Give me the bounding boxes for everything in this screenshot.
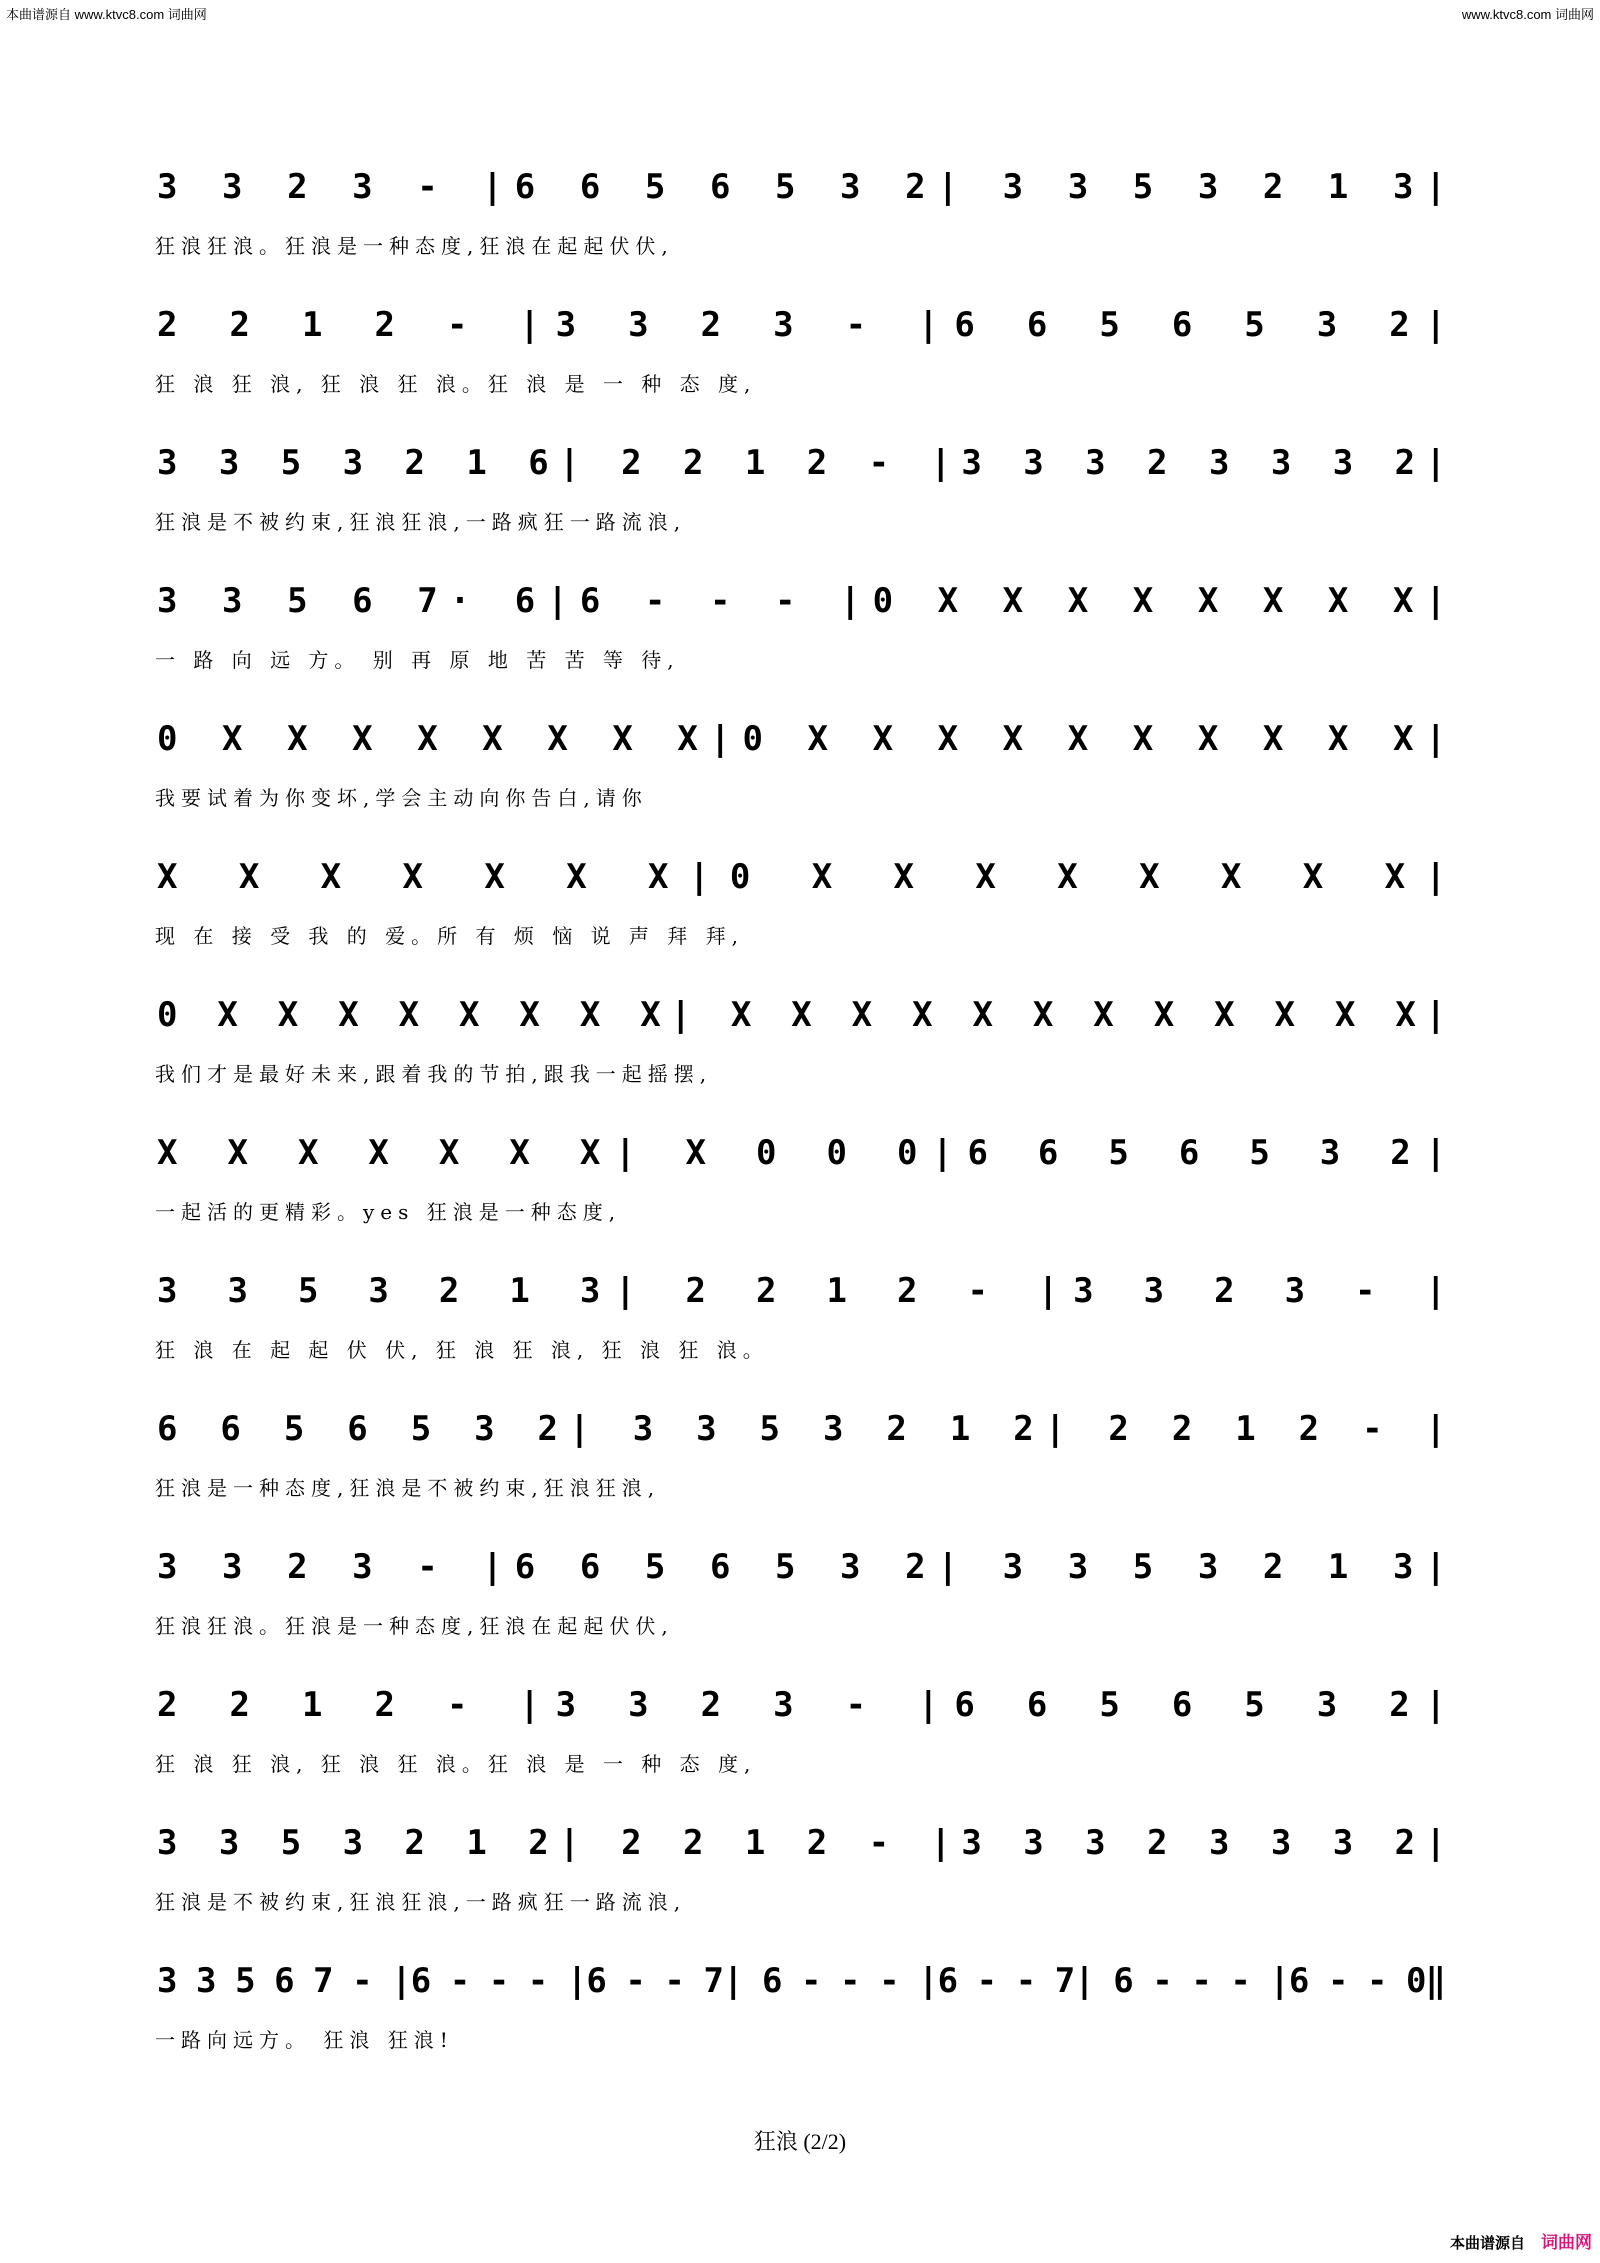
lyric-line: 我要试着为你变坏,学会主动向你告白,请你 (155, 786, 648, 810)
score-system (155, 1124, 1450, 1262)
score-system (155, 1676, 1450, 1814)
corner-brand-logo: 词曲网 (1541, 2233, 1592, 2252)
score-system (155, 1814, 1450, 1952)
source-header-left: 本曲谱源自 www.ktvc8.com 词曲网 (6, 7, 207, 22)
score-system (155, 1538, 1450, 1676)
notation-text: 3 3 5 6 7 - |6 - - - |6 - - 7| 6 - - - |6 - - 7| 6 - - - |6 - - 0‖ (157, 1961, 1446, 2001)
notation-line (155, 300, 1450, 350)
score-system (155, 848, 1450, 986)
score-system (155, 1262, 1450, 1400)
lyric-line: 现 在 接 受 我 的 爱。所 有 烦 恼 说 声 拜 拜, (155, 924, 745, 948)
score-system (155, 572, 1450, 710)
score-system (155, 986, 1450, 1124)
notation-line (155, 1542, 1450, 1592)
score-system (155, 1952, 1450, 2090)
lyric-line: 一 路 向 远 方。 别 再 原 地 苦 苦 等 待, (155, 648, 680, 672)
notation-line (155, 438, 1450, 488)
notation-line (155, 1818, 1450, 1868)
notation-line (155, 1680, 1450, 1730)
notation-line (155, 1128, 1450, 1178)
notation-text: 3 3 2 3 - |6 6 5 6 5 3 2| 3 3 5 3 2 1 3| (157, 1547, 1446, 1587)
score-system (155, 296, 1450, 434)
page-footer: 狂浪 (2/2) (753, 2129, 847, 2154)
notation-text: 6 6 5 6 5 3 2| 3 3 5 3 2 1 2| 2 2 1 2 - | (157, 1409, 1446, 1449)
notation-text: 2 2 1 2 - |3 3 2 3 - |6 6 5 6 5 3 2| (157, 1685, 1447, 1725)
score-system (155, 710, 1450, 848)
notation-line (155, 1404, 1450, 1454)
lyric-line: 狂浪是不被约束,狂浪狂浪,一路疯狂一路流浪, (155, 510, 687, 534)
score-system (155, 434, 1450, 572)
notation-line (155, 852, 1450, 902)
notation-line (155, 990, 1450, 1040)
lyric-line: 狂浪狂浪。狂浪是一种态度,狂浪在起起伏伏, (155, 1614, 674, 1638)
lyric-line: 狂浪是一种态度,狂浪是不被约束,狂浪狂浪, (155, 1476, 661, 1500)
notation-line (155, 162, 1450, 212)
lyric-line: 一路向远方。 狂浪 狂浪! (155, 2028, 454, 2052)
lyric-line: 狂浪是不被约束,狂浪狂浪,一路疯狂一路流浪, (155, 1890, 687, 1914)
lyric-line: 我们才是最好未来,跟着我的节拍,跟我一起摇摆, (155, 1062, 713, 1086)
score-sheet (155, 158, 1450, 2090)
source-header-right: www.ktvc8.com 词曲网 (1461, 7, 1594, 22)
lyric-line: 一起活的更精彩。yes 狂浪是一种态度, (155, 1200, 622, 1224)
score-system (155, 158, 1450, 296)
notation-line (155, 1266, 1450, 1316)
lyric-line: 狂 浪 在 起 起 伏 伏, 狂 浪 狂 浪, 狂 浪 狂 浪。 (155, 1338, 769, 1362)
notation-text: 3 3 5 3 2 1 3| 2 2 1 2 - |3 3 2 3 - | (157, 1271, 1446, 1311)
corner-source-text: 本曲谱源自 (1449, 2235, 1525, 2252)
notation-text: 0 X X X X X X X X|0 X X X X X X X X X X| (157, 719, 1446, 759)
notation-text: X X X X X X X| X 0 0 0|6 6 5 6 5 3 2| (157, 1133, 1446, 1173)
notation-text: 0 X X X X X X X X| X X X X X X X X X X X X| (157, 995, 1447, 1035)
notation-text: X X X X X X X|0 X X X X X X X X| (157, 857, 1446, 897)
notation-line (155, 576, 1450, 626)
lyric-line: 狂 浪 狂 浪, 狂 浪 狂 浪。狂 浪 是 一 种 态 度, (155, 1752, 757, 1776)
notation-text: 3 3 5 3 2 1 2| 2 2 1 2 - |3 3 3 2 3 3 3 2| (157, 1823, 1446, 1863)
notation-text: 3 3 2 3 - |6 6 5 6 5 3 2| 3 3 5 3 2 1 3| (157, 167, 1446, 207)
score-system (155, 1400, 1450, 1538)
notation-line (155, 714, 1450, 764)
lyric-line: 狂 浪 狂 浪, 狂 浪 狂 浪。狂 浪 是 一 种 态 度, (155, 372, 757, 396)
corner-watermark (1450, 2228, 1592, 2253)
notation-text: 2 2 1 2 - |3 3 2 3 - |6 6 5 6 5 3 2| (157, 305, 1447, 345)
lyric-line: 狂浪狂浪。狂浪是一种态度,狂浪在起起伏伏, (155, 234, 674, 258)
notation-text: 3 3 5 3 2 1 6| 2 2 1 2 - |3 3 3 2 3 3 3 2| (157, 443, 1446, 483)
notation-line (155, 1956, 1450, 2006)
notation-text: 3 3 5 6 7· 6|6 - - - |0 X X X X X X X X| (157, 581, 1446, 621)
